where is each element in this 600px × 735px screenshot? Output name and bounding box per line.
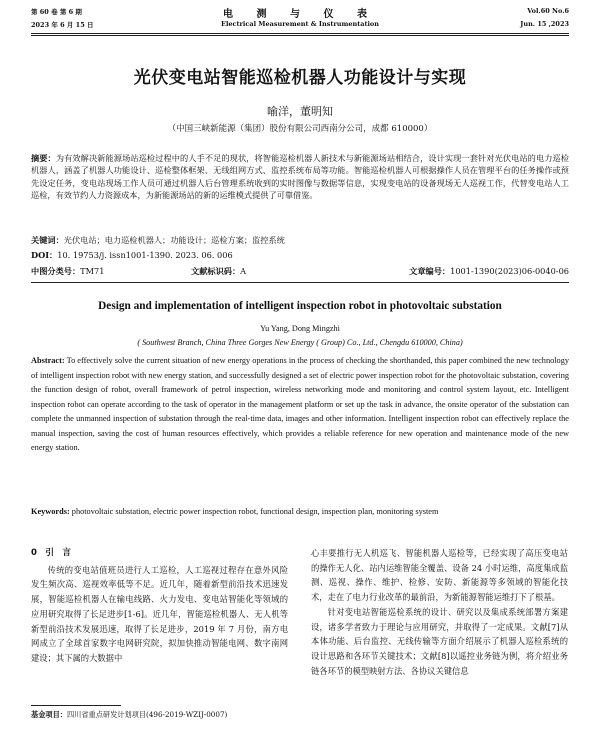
fund-label: 基金项目：: [31, 710, 67, 719]
volume-issue-cn: 第 60 卷 第 6 期: [31, 8, 82, 16]
abstract-en-text: To effectively solve the current situation of new energy operations in the process of checking the shorthanded, this paper combined the new technology of intelligent inspection robot with new energy station, and successfully designed a set of electric power inspection robot for the photovoltaic substation, covering the function design of robot, overall framework of petrol inspection, wireless networking mode and monitoring and control system layout, etc. Intelligent inspection robot can operate according to the task of operator in the management platform or set up the task in advance, the onsite operator of the substation can complete the unmanned inspection of substation through the real-time data, images and other information. Intelligent inspection robot can effectively replace the manual inspection, saving the cost of human resources effectively, which provides a reliable reference for new operation and maintenance mode of the new energy station.: [31, 356, 569, 452]
keywords-cn-text: 光伏电站；电力巡检机器人；功能设计；巡检方案；监控系统: [63, 235, 285, 245]
authors-cn: 喻洋，董明知: [267, 105, 333, 118]
classification-label: 中图分类号：: [31, 266, 81, 276]
doc-code-value: A: [240, 266, 247, 276]
section-heading-intro: 0 引 言: [31, 548, 71, 558]
article-no-label: 文章编号：: [409, 266, 451, 276]
body-left-column: [31, 546, 288, 666]
volume-issue-en: Vol.60 No.6: [527, 7, 569, 15]
keywords-en: [31, 505, 569, 520]
affiliation-en: ( Southwest Branch, China Three Gorges New Energy ( Group) Co., Ltd., Chengdu 610000, China): [137, 338, 463, 347]
keywords-cn-label: 关键词：: [31, 235, 64, 245]
body-right-column: [311, 546, 568, 678]
doc-code: [191, 266, 246, 277]
body-paragraph-right-2: 针对变电站智能巡检系统的设计、研究以及集成系统部署方案建设，诸多学者致力于理论与应用研究，并取得了一定成果。文献[7]从本体功能、后台监控、无线传输等方面介绍展示了机器人巡检系统的设计思路和各环节关键技术；文献[8]以遥控业务链为例，将介绍业务链各环节的模型映射方法、各协议关键信息: [311, 606, 568, 676]
body-paragraph-left: 传统的变电站值班员进行人工巡检，人工巡视过程存在意外风险发生频次高、巡视效率低等不足。近几年，随着新型前沿技术迅速发展，智能巡检机器人在输电线路、火力发电、变电站智能化等领域的应用研究取得了长足进步[1-6]。近几年，智能巡检机器人、无人机等新型前沿技术发展迅速，取得了长足进步，2019 年 7 月份，南方电网成立了全球首家数字电网研究院，拟加快推动智能电网、数字南网建设；其下属的大数据中: [31, 564, 288, 663]
abstract-cn-label: 摘要：: [31, 153, 56, 163]
paper-title-en: Design and implementation of intelligent inspection robot in photovoltaic substation: [98, 300, 502, 312]
fund-footnote: [31, 710, 227, 720]
fund-text: 四川省重点研发计划项目(496-2019-WZIJ-0007): [66, 710, 228, 719]
running-header: [0, 0, 600, 44]
doi: [31, 250, 569, 261]
article-no-value: 1001-1390(2023)06-0040-06: [450, 266, 569, 276]
article-no: [409, 266, 569, 277]
footnote-rule: [31, 705, 121, 706]
doi-label: DOI：: [31, 250, 58, 260]
header-rule: [31, 33, 569, 34]
journal-name-cn: 电 测 与 仪 表: [223, 9, 377, 20]
classification: [31, 266, 104, 277]
doc-code-label: 文献标识码：: [191, 266, 241, 276]
classification-value: TM71: [80, 266, 105, 276]
doi-text: 10. 19753/j. issn1001-1390. 2023. 06. 006: [57, 250, 233, 260]
journal-name-en: Electrical Measurement & Instrumentation: [220, 20, 379, 28]
abstract-en-label: Abstract:: [31, 356, 65, 365]
abstract-cn-text: 为有效解决新能源场站巡检过程中的人手不足的现状，将智能巡检机器人新技术与新能源场站相结合，设计实现一套针对光伏电站的电力巡检机器人，涵盖了机器人功能设计、巡检整体框架、无线组网方式、监控系统布局等功能。智能巡检机器人可根据操作人员在管理平台的任务操作或预先设定任务，变电站现场工作人员可通过机器人后台管理系统收到的实时图像与数据等信息，实现变电站的设备现场无人巡视工作，代替变电站人工巡检，有效节约人力资源成本，为新能源场站的新的运维模式提供了可靠借鉴。: [31, 153, 569, 200]
authors-en: Yu Yang, Dong Mingzhi: [260, 324, 340, 333]
paper-title-cn: 光伏变电站智能巡检机器人功能设计与实现: [133, 68, 467, 88]
abstract-cn: [31, 152, 569, 201]
date-cn: 2023 年 6 月 15 日: [31, 21, 94, 29]
keywords-cn: [31, 235, 569, 246]
keywords-en-label: Keywords:: [31, 507, 70, 516]
header-rule-thin: [31, 35, 569, 36]
affiliation-cn: （中国三峡新能源（集团）股份有限公司西南分公司，成都 610000）: [167, 124, 433, 134]
body-paragraph-right-1: 心丰要推行无人机巡飞、智能机器人巡检等，已经实现了高压变电站的操作无人化、站内运维智能全覆盖、设备 24 小时运维，高度集成监测、巡视、操作、维护、检修、安防、新能源等多领域的智能化技术，走在了电力行业改革的最前沿，为新能源智能运维打下了根基。: [311, 548, 568, 603]
abstract-en: [31, 354, 569, 456]
keywords-en-text: photovoltaic substation, electric power inspection robot, functional design, inspection plan, monitoring system: [69, 507, 439, 516]
separator-rule: [31, 282, 569, 283]
date-en: Jun. 15 ,2023: [520, 20, 569, 28]
